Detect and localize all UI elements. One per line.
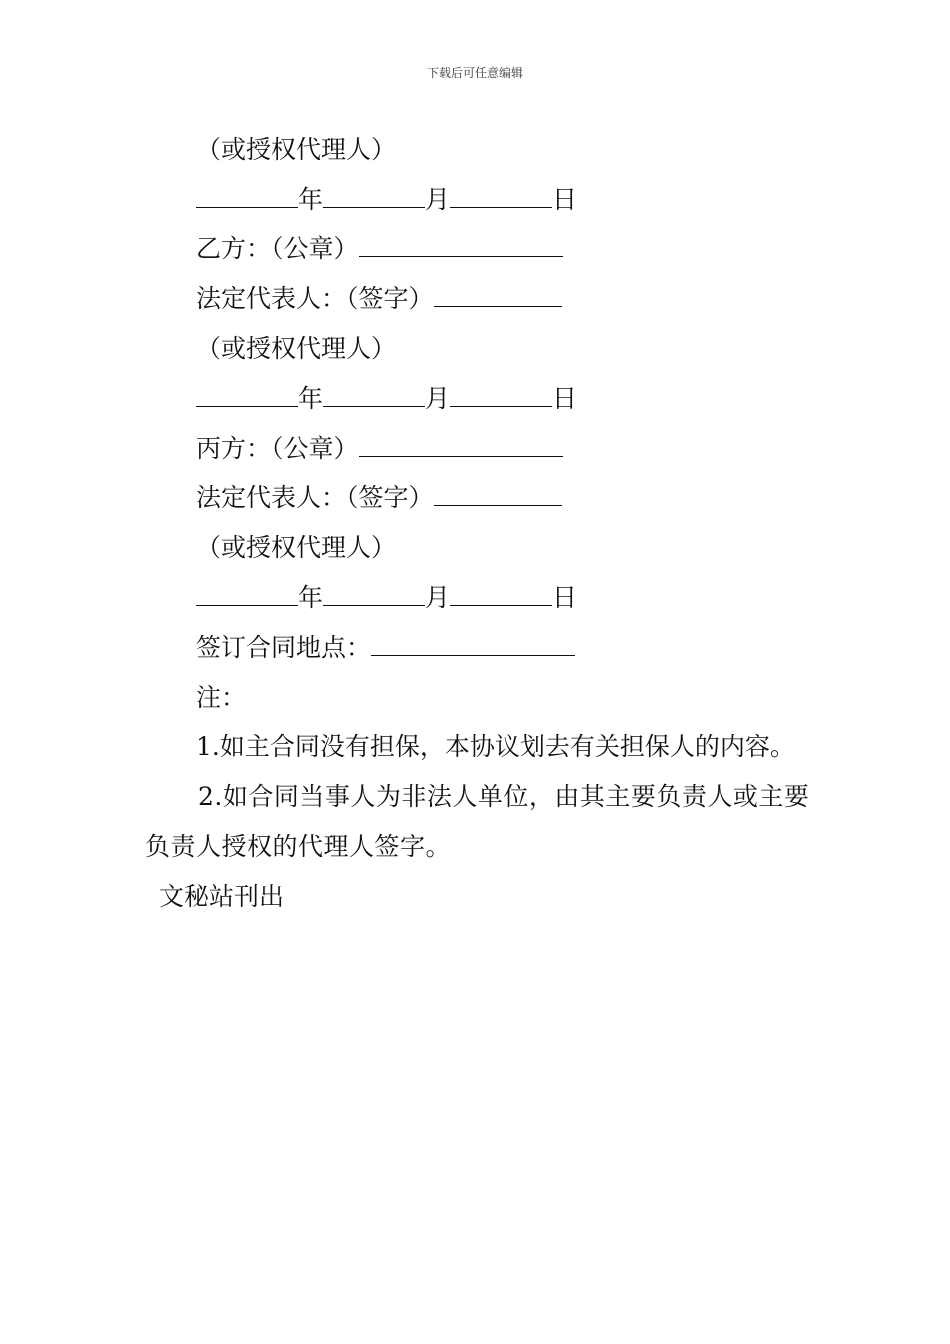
year-blank	[196, 185, 298, 208]
year-label: 年	[298, 185, 324, 214]
party-c-seal-blank	[359, 434, 563, 457]
contract-place-label: 签订合同地点：	[196, 633, 372, 662]
month-label: 月	[425, 185, 451, 214]
note-label: 注：	[196, 683, 247, 712]
party-b-seal-blank	[359, 234, 563, 257]
authorized-agent-label: （或授权代理人）	[196, 135, 397, 164]
year-label: 年	[298, 384, 324, 413]
party-b-legal-rep-line	[196, 283, 562, 315]
day-label: 日	[552, 583, 578, 612]
source-credit: 文秘站刊出	[159, 882, 285, 911]
signature-date-line	[196, 383, 577, 415]
day-blank	[450, 583, 552, 606]
month-label: 月	[425, 384, 451, 413]
legal-rep-label: 法定代表人：（签字）	[196, 284, 434, 313]
year-label: 年	[298, 583, 324, 612]
day-label: 日	[552, 185, 578, 214]
year-blank	[196, 384, 298, 407]
day-blank	[450, 384, 552, 407]
legal-rep-label: 法定代表人：（签字）	[196, 483, 434, 512]
authorized-agent-label: （或授权代理人）	[196, 533, 397, 562]
contract-place-blank	[371, 633, 575, 656]
month-label: 月	[425, 583, 451, 612]
day-label: 日	[552, 384, 578, 413]
party-b-seal-label: 乙方：（公章）	[196, 234, 359, 263]
authorized-agent-label: （或授权代理人）	[196, 334, 397, 363]
month-blank	[323, 583, 425, 606]
year-blank	[196, 583, 298, 606]
day-blank	[450, 185, 552, 208]
party-c-seal-line	[196, 433, 563, 465]
party-b-seal-line	[196, 233, 563, 265]
party-c-legal-rep-line	[196, 482, 562, 514]
legal-rep-signature-blank	[434, 284, 562, 307]
page-header: 下载后可任意编辑	[426, 66, 523, 80]
note-item-1: 1.如主合同没有担保，本协议划去有关担保人的内容。	[196, 732, 795, 761]
month-blank	[323, 384, 425, 407]
party-c-seal-label: 丙方：（公章）	[196, 434, 359, 463]
month-blank	[323, 185, 425, 208]
signature-date-line	[196, 582, 577, 614]
note-item-2: 2.如合同当事人为非法人单位，由其主要负责人或主要负责人授权的代理人签字。	[145, 782, 810, 861]
legal-rep-signature-blank	[434, 483, 562, 506]
contract-place-line	[196, 632, 575, 664]
signature-date-line	[196, 184, 577, 216]
